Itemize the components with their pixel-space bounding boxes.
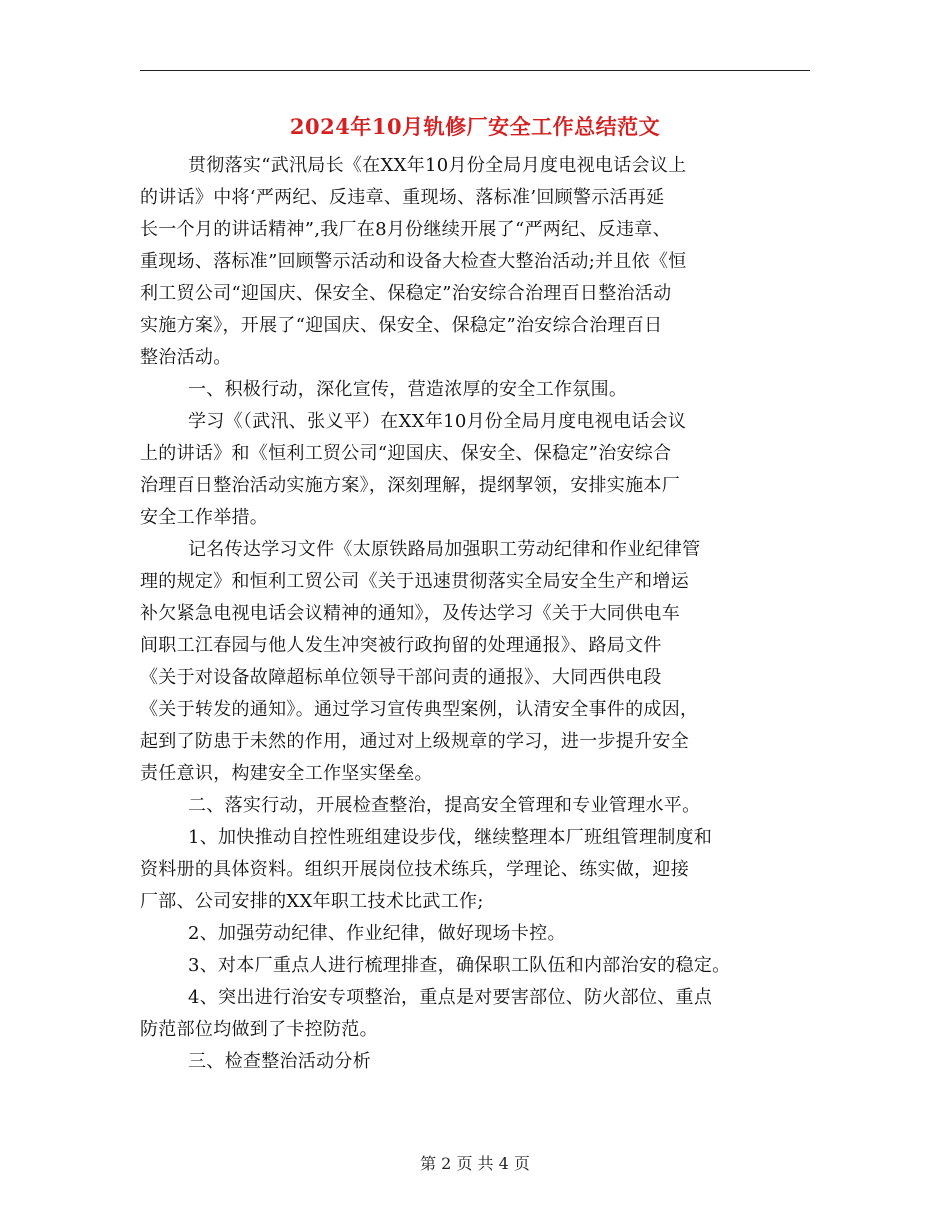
section-heading [140,790,810,822]
text-line: 起到了防患于未然的作用，通过对上级规章的学习，进一步提升安全 [140,731,689,752]
paragraph [140,534,810,790]
text-line: 二、落实行动，开展检查整治，提高安全管理和专业管理水平。 [188,795,701,816]
text-line: 《关于转发的通知》。通过学习宣传典型案例，认清安全事件的成因， [140,699,699,720]
text-line: 三、检查整治活动分析 [188,1051,371,1072]
text-line: 的讲话》中将‘严两纪、反违章、重现场、落标准’回顾警示活再延 [140,187,665,208]
text-line: 责任意识，构建安全工作坚实堡垒。 [140,763,433,784]
text-line: 3、对本厂重点人进行梳理排查，确保职工队伍和内部治安的稳定。 [188,955,731,976]
text-line: 整治活动。 [140,347,232,368]
list-item [140,822,810,918]
text-line: 防范部位均做到了卡控防范。 [140,1019,378,1040]
text-line: 间职工江春园与他人发生冲突被行政拘留的处理通报》、路局文件 [140,635,662,656]
text-line: 《关于对设备故障超标单位领导干部问责的通报》、大同西供电段 [140,667,662,688]
text-line: 4、突出进行治安专项整治，重点是对要害部位、防火部位、重点 [188,987,713,1008]
text-line: 实施方案》，开展了“迎国庆、保安全、保稳定”治安综合治理百日 [140,315,663,336]
text-line: 利工贸公司“迎国庆、保安全、保稳定”治安综合治理百日整治活动 [140,283,672,304]
text-line: 资料册的具体资料。组织开展岗位技术练兵，学理论、练实做，迎接 [140,859,689,880]
text-line: 贯彻落实“武汛局长《在XX年10月份全局月度电视电话会议上 [188,155,687,176]
text-line: 重现场、落标准”回顾警示活动和设备大检查大整治活动;并且依《恒 [140,251,687,272]
paragraph [140,150,810,374]
text-line: 补欠紧急电视电话会议精神的通知》，及传达学习《关于大同供电车 [140,603,680,624]
section-heading [140,374,810,406]
text-line: 记名传达学习文件《太原铁路局加强职工劳动纪律和作业纪律管 [188,539,701,560]
text-line: 学习《（武汛、张义平）在XX年10月份全局月度电视电话会议 [188,411,687,432]
text-line: 1、加快推动自控性班组建设步伐，继续整理本厂班组管理制度和 [188,827,713,848]
list-item [140,982,810,1046]
header-rule [140,70,810,71]
text-line: 一、积极行动，深化宣传，营造浓厚的安全工作氛围。 [188,379,628,400]
text-line: 厂部、公司安排的XX年职工技术比武工作; [140,891,484,912]
text-line: 理的规定》和恒利工贸公司《关于迅速贯彻落实全局安全生产和增运 [140,571,689,592]
document-title: 2024年10月轨修厂安全工作总结范文 [289,114,661,139]
section-heading [140,1046,810,1078]
page-footer: 第 2 页 共 4 页 [420,1154,530,1173]
text-line: 治理百日整治活动实施方案》，深刻理解，提纲挈领，安排实施本厂 [140,475,680,496]
document-body [140,150,810,1078]
list-item [140,918,810,950]
list-item [140,950,810,982]
paragraph [140,406,810,534]
text-line: 长一个月的讲话精神”,我厂在8月份继续开展了“严两纪、反违章、 [140,219,671,240]
text-line: 上的讲话》和《恒利工贸公司“迎国庆、保安全、保稳定”治安综合 [140,443,672,464]
text-line: 安全工作举措。 [140,507,269,528]
text-line: 2、加强劳动纪律、作业纪律，做好现场卡控。 [188,923,566,944]
